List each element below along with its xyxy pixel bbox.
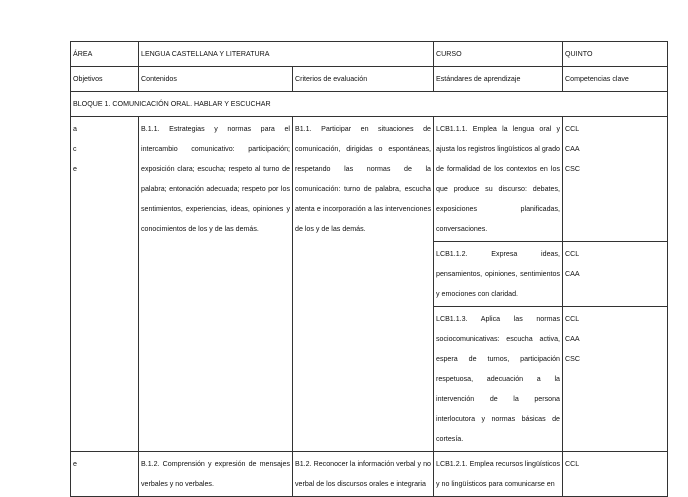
competencia-item: CAA	[565, 335, 580, 343]
competencias-cell	[563, 452, 668, 497]
criterio-cell: B1.1. Participar en situaciones de comunicación, dirigidas o espontáneas, respetando las normas de la comunicación: turno de palabra, escucha atenta e incorporación a las intervenciones de los y de las demás.	[293, 117, 434, 452]
competencia-item: CAA	[565, 145, 580, 153]
bloque-title: BLOQUE 1. COMUNICACIÓN ORAL. HABLAR Y ESCUCHAR	[71, 92, 668, 117]
area-value: LENGUA CASTELLANA Y LITERATURA	[139, 42, 434, 67]
criterio-cell: B1.2. Reconocer la información verbal y no verbal de los discursos orales e integraria	[293, 452, 434, 497]
curriculum-table	[70, 41, 668, 497]
table-row	[71, 117, 668, 242]
competencia-item: CCL	[565, 315, 580, 323]
col-criterios: Criterios de evaluación	[293, 67, 434, 92]
estandar-cell: LCB1.1.1. Emplea la lengua oral y ajusta los registros lingüísticos al grado de formalidad de los contextos en los que produce su discurso: debates, exposiciones planificadas, conversaciones.	[434, 117, 563, 242]
estandar-cell: LCB1.1.3. Aplica las normas sociocomunicativas: escucha activa, espera de turnos, participación respetuosa, adecuación a la intervención de la persona interlocutora y normas básicas de cortesía.	[434, 307, 563, 452]
competencias-cell	[563, 307, 668, 452]
competencia-item: CSC	[565, 165, 580, 173]
contenido-cell: B.1.1. Estrategias y normas para el intercambio comunicativo: participación; exposición clara; escucha; respeto al turno de palabra; entonación adecuada; respeto por los sentimientos, experiencias, ideas, opiniones y conocimientos de los y de las demás.	[139, 117, 293, 452]
estandar-cell: LCB1.1.2. Expresa ideas, pensamientos, opiniones, sentimientos y emociones con claridad.	[434, 242, 563, 307]
area-label: ÁREA	[71, 42, 139, 67]
curso-value: QUINTO	[563, 42, 668, 67]
objetivo-item: c	[73, 145, 77, 153]
objetivo-item: e	[73, 460, 77, 468]
competencia-item: CCL	[565, 125, 580, 133]
objetivo-item: a	[73, 125, 77, 133]
competencia-item: CCL	[565, 460, 580, 468]
column-header-row	[71, 67, 668, 92]
col-contenidos: Contenidos	[139, 67, 293, 92]
col-objetivos: Objetivos	[71, 67, 139, 92]
objetivos-cell	[71, 452, 139, 497]
competencia-item: CSC	[565, 355, 580, 363]
table-row	[71, 452, 668, 497]
curso-label: CURSO	[434, 42, 563, 67]
estandar-cell: LCB1.2.1. Emplea recursos lingüísticos y no lingüísticos para comunicarse en	[434, 452, 563, 497]
col-estandares: Estándares de aprendizaje	[434, 67, 563, 92]
competencias-cell	[563, 117, 668, 242]
objetivos-cell	[71, 117, 139, 452]
objetivo-item: e	[73, 165, 77, 173]
competencias-cell	[563, 242, 668, 307]
competencia-item: CCL	[565, 250, 580, 258]
contenido-cell: B.1.2. Comprensión y expresión de mensajes verbales y no verbales.	[139, 452, 293, 497]
competencia-item: CAA	[565, 270, 580, 278]
header-row	[71, 42, 668, 67]
col-competencias: Competencias clave	[563, 67, 668, 92]
bloque-row	[71, 92, 668, 117]
